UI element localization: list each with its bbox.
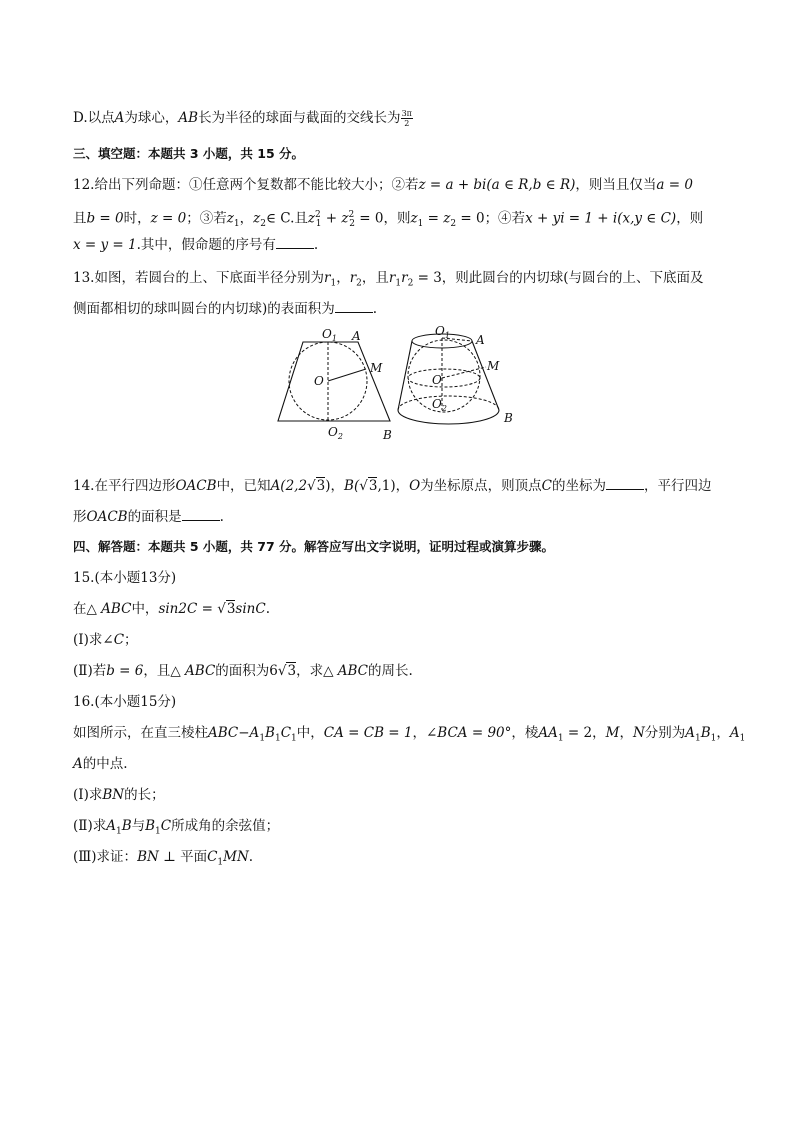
text: 分别为 xyxy=(644,725,686,741)
text: ，则 xyxy=(383,210,411,227)
subscript: 2 xyxy=(407,278,414,289)
text: ；③若 xyxy=(186,210,227,227)
subscript: 1 xyxy=(217,857,224,868)
label-B: B xyxy=(504,411,513,425)
text: = 2 xyxy=(563,725,593,741)
subscript: 1 xyxy=(259,733,266,744)
subscript: 1 xyxy=(330,278,337,289)
frac-denominator: 2 xyxy=(404,119,410,128)
superscript: 2 xyxy=(348,210,355,220)
math: z xyxy=(253,210,261,227)
text: ， xyxy=(716,725,730,741)
subscript: 1 xyxy=(739,733,746,744)
inscribed-sphere xyxy=(408,340,480,412)
math: B xyxy=(145,818,156,834)
math: B xyxy=(700,725,711,741)
math: A xyxy=(729,725,740,741)
answer-blank xyxy=(606,477,644,490)
label-O1: $O_1$ xyxy=(322,327,337,343)
q15-statement: 在△ ABC中，sin2C = √3sinC. xyxy=(73,601,270,617)
math: z = 0 xyxy=(150,210,187,227)
math: AA xyxy=(538,725,558,741)
text: ， xyxy=(239,210,254,227)
math: O xyxy=(409,478,421,494)
math: z xyxy=(410,210,418,227)
text: = 0 xyxy=(456,210,485,227)
math: r xyxy=(349,270,357,286)
label-O: O xyxy=(314,374,324,388)
subscript: 1 xyxy=(155,826,161,837)
text: ，棱 xyxy=(511,725,539,741)
math: A(2,2 xyxy=(270,478,308,494)
text: 的坐标为 xyxy=(552,478,607,494)
text: 的长； xyxy=(124,787,165,803)
text: 的面积为 xyxy=(215,663,270,679)
text: (Ⅰ)求∠ xyxy=(73,632,114,648)
trapezoid xyxy=(278,342,390,421)
q15-part-2: (Ⅱ)若b = 6，且△ ABC的面积为6√3，求△ ABC的周长. xyxy=(73,663,413,679)
math: r xyxy=(388,270,396,286)
text: = 3 xyxy=(413,270,442,286)
right-edge xyxy=(472,341,499,410)
text: 的周长. xyxy=(368,663,413,679)
math: BN ⊥ xyxy=(137,849,181,865)
q12-line-3 xyxy=(73,235,734,255)
math: △ ABC xyxy=(323,663,369,679)
text: ； xyxy=(124,632,138,648)
q16-statement-line-2 xyxy=(73,754,734,774)
section-4-heading: 四、解答题：本题共 5 小题，共 77 分。解答应写出文字说明，证明过程或演算步骤。 xyxy=(73,539,555,554)
text: 长为半径的球面与截面的交线长为 xyxy=(198,110,401,126)
text: ，平行四边 xyxy=(644,478,712,494)
q16-part-3 xyxy=(73,847,734,873)
answer-blank xyxy=(276,236,314,249)
math: sinC xyxy=(235,601,266,617)
fraction xyxy=(401,109,413,128)
subscript: 2 xyxy=(349,219,355,230)
math: MN xyxy=(223,849,249,865)
text: ) xyxy=(325,478,331,494)
text: 为球心， xyxy=(124,110,179,126)
math: M xyxy=(605,725,620,741)
math: OACB xyxy=(86,509,128,525)
text: ，则当且仅当 xyxy=(575,177,657,193)
subscript: 1 xyxy=(417,219,424,230)
math: z xyxy=(226,210,234,227)
math: B( xyxy=(344,478,360,494)
math: △ ABC xyxy=(86,601,132,617)
text: 中， xyxy=(296,725,324,741)
text: ， xyxy=(412,725,426,741)
math: C xyxy=(280,725,292,741)
math: a = 0 xyxy=(656,177,693,193)
math: ∠BCA = 90° xyxy=(426,725,512,741)
subscript: 1 xyxy=(315,219,322,230)
math: C xyxy=(541,478,553,494)
sqrt-radicand: 3 xyxy=(316,478,326,494)
subscript: 1 xyxy=(115,826,122,837)
math: ABC−A xyxy=(208,725,260,741)
q16-statement-line-1 xyxy=(73,723,746,749)
text: (Ⅱ)求 xyxy=(73,818,107,834)
text: . xyxy=(219,509,224,525)
frustum-3d-figure xyxy=(392,320,520,446)
math: C xyxy=(207,849,218,865)
math: = z xyxy=(423,210,451,227)
text: (Ⅲ)求证： xyxy=(73,849,138,865)
math: C xyxy=(113,632,125,648)
text: ，则此圆台的内切球(与圆台的上、下底面及 xyxy=(441,270,704,286)
math: A xyxy=(106,818,116,834)
label-M: M xyxy=(370,361,383,375)
text: .其中，假命题的序号有 xyxy=(136,237,276,253)
q16-part-1 xyxy=(73,785,734,805)
answer-blank xyxy=(335,300,373,313)
text: ，求 xyxy=(296,663,324,679)
text: ， xyxy=(592,725,606,741)
text: 13.如图，若圆台的上、下底面半径分别为 xyxy=(73,270,324,286)
subscript: 2 xyxy=(450,219,457,230)
text: ， xyxy=(395,478,410,494)
math: BN xyxy=(102,787,125,803)
text: 的中点. xyxy=(82,756,128,772)
math: x + yi = 1 + i(x,y ∈ C) xyxy=(525,210,677,227)
text: 12.给出下列命题：①任意两个复数都不能比较大小；②若 xyxy=(73,177,419,193)
math: x = y = 1 xyxy=(73,237,137,253)
text: . xyxy=(265,601,270,617)
superscript: 2 xyxy=(315,210,321,220)
section-3-heading: 三、填空题：本题共 3 小题，共 15 分。 xyxy=(73,146,305,161)
math: sin2C = xyxy=(158,601,218,617)
label-A: A xyxy=(352,329,361,343)
answer-blank xyxy=(182,508,220,521)
text: ， xyxy=(619,725,633,741)
text: 为坐标原点，则顶点 xyxy=(420,478,542,494)
text: 形 xyxy=(73,509,87,525)
q15-title: 15.(本小题13分) xyxy=(73,570,177,586)
text: ∈ C.且 xyxy=(265,210,308,227)
math: C xyxy=(160,818,172,834)
text: ， xyxy=(336,270,350,286)
text: 平面 xyxy=(180,849,208,865)
math: z xyxy=(307,210,316,227)
sqrt-radicand: 3 xyxy=(287,663,297,679)
text: ；④若 xyxy=(484,210,526,227)
text: 14.在平行四边形 xyxy=(73,478,176,494)
math: A xyxy=(685,725,695,741)
subscript: 1 xyxy=(557,733,564,744)
text: D.以点 xyxy=(73,110,115,126)
bottom-ellipse-back xyxy=(398,396,499,410)
text: (Ⅱ)若 xyxy=(73,663,107,679)
math: OACB xyxy=(175,478,217,494)
text: ,1) xyxy=(377,478,396,494)
subscript: 1 xyxy=(710,733,717,744)
sqrt-radicand: 3 xyxy=(226,601,236,617)
math: r xyxy=(323,270,331,286)
q14-line-2 xyxy=(73,507,734,527)
radius-line xyxy=(328,369,366,381)
subscript: 1 xyxy=(233,219,240,230)
q15-part-1 xyxy=(73,630,734,650)
text: 在 xyxy=(73,601,87,617)
math: b = 6 xyxy=(106,663,144,679)
q16-title: 16.(本小题15分) xyxy=(73,694,177,710)
text: 中，已知 xyxy=(216,478,271,494)
sqrt-radicand: 3 xyxy=(368,478,378,494)
frustum-cross-section-figure xyxy=(270,322,400,444)
text: ，且 xyxy=(361,270,389,286)
q12-line-1 xyxy=(73,175,734,195)
label-B: B xyxy=(383,428,392,442)
q12-line-2 xyxy=(73,205,734,234)
math: z = a + bi(a ∈ R,b ∈ R) xyxy=(418,177,576,193)
math: r xyxy=(401,270,408,286)
math: z xyxy=(341,210,349,227)
text: 6 xyxy=(269,663,278,679)
math: A xyxy=(114,110,125,126)
text: (Ⅰ)求 xyxy=(73,787,103,803)
text: . xyxy=(313,237,319,253)
label-O1: $O_1$ xyxy=(435,324,450,340)
text: 所成角的余弦值； xyxy=(171,818,280,834)
text: 的面积是 xyxy=(127,509,182,525)
text: + xyxy=(321,210,342,227)
subscript: 2 xyxy=(260,219,266,230)
math: △ ABC xyxy=(170,663,216,679)
subscript: 1 xyxy=(291,733,297,744)
text: 且 xyxy=(73,210,87,227)
text: ，则 xyxy=(676,210,704,227)
label-A: A xyxy=(476,333,485,347)
text: 侧面都相切的球叫圆台的内切球)的表面积为 xyxy=(73,301,335,317)
subscript: 1 xyxy=(395,278,402,289)
math: B xyxy=(265,725,275,741)
text: = 0 xyxy=(354,210,384,227)
subscript: 1 xyxy=(695,733,701,744)
text: . xyxy=(372,301,378,317)
frac-numerator: 3π xyxy=(401,109,412,118)
q14-line-1: 14.在平行四边形OACB中，已知A(2,2√3)，B(√3,1)，O为坐标原点，则顶点C的坐标为 ，平行四边 xyxy=(73,478,712,494)
text: . xyxy=(248,849,254,865)
math: A xyxy=(73,756,83,772)
label-O2: $O_2$ xyxy=(432,397,447,413)
subscript: 1 xyxy=(274,733,281,744)
q16-part-2 xyxy=(73,816,734,842)
q11-option-d xyxy=(73,108,734,128)
math: AB xyxy=(178,110,199,126)
text: 与 xyxy=(131,818,146,834)
math: b = 0 xyxy=(86,210,124,227)
math: CA = CB = 1 xyxy=(323,725,413,741)
text: 时， xyxy=(123,210,151,227)
text: 中， xyxy=(131,601,159,617)
text: 如图所示，在直三棱柱 xyxy=(73,725,208,741)
label-O2: $O_2$ xyxy=(328,425,343,441)
text: ，且 xyxy=(143,663,171,679)
math: N xyxy=(632,725,645,741)
label-M: M xyxy=(487,359,500,373)
label-O: O xyxy=(432,373,442,387)
text: ， xyxy=(330,478,345,494)
q13-line-2 xyxy=(73,299,734,319)
subscript: 2 xyxy=(356,278,362,289)
math: B xyxy=(121,818,132,834)
q13-line-1 xyxy=(73,268,734,294)
